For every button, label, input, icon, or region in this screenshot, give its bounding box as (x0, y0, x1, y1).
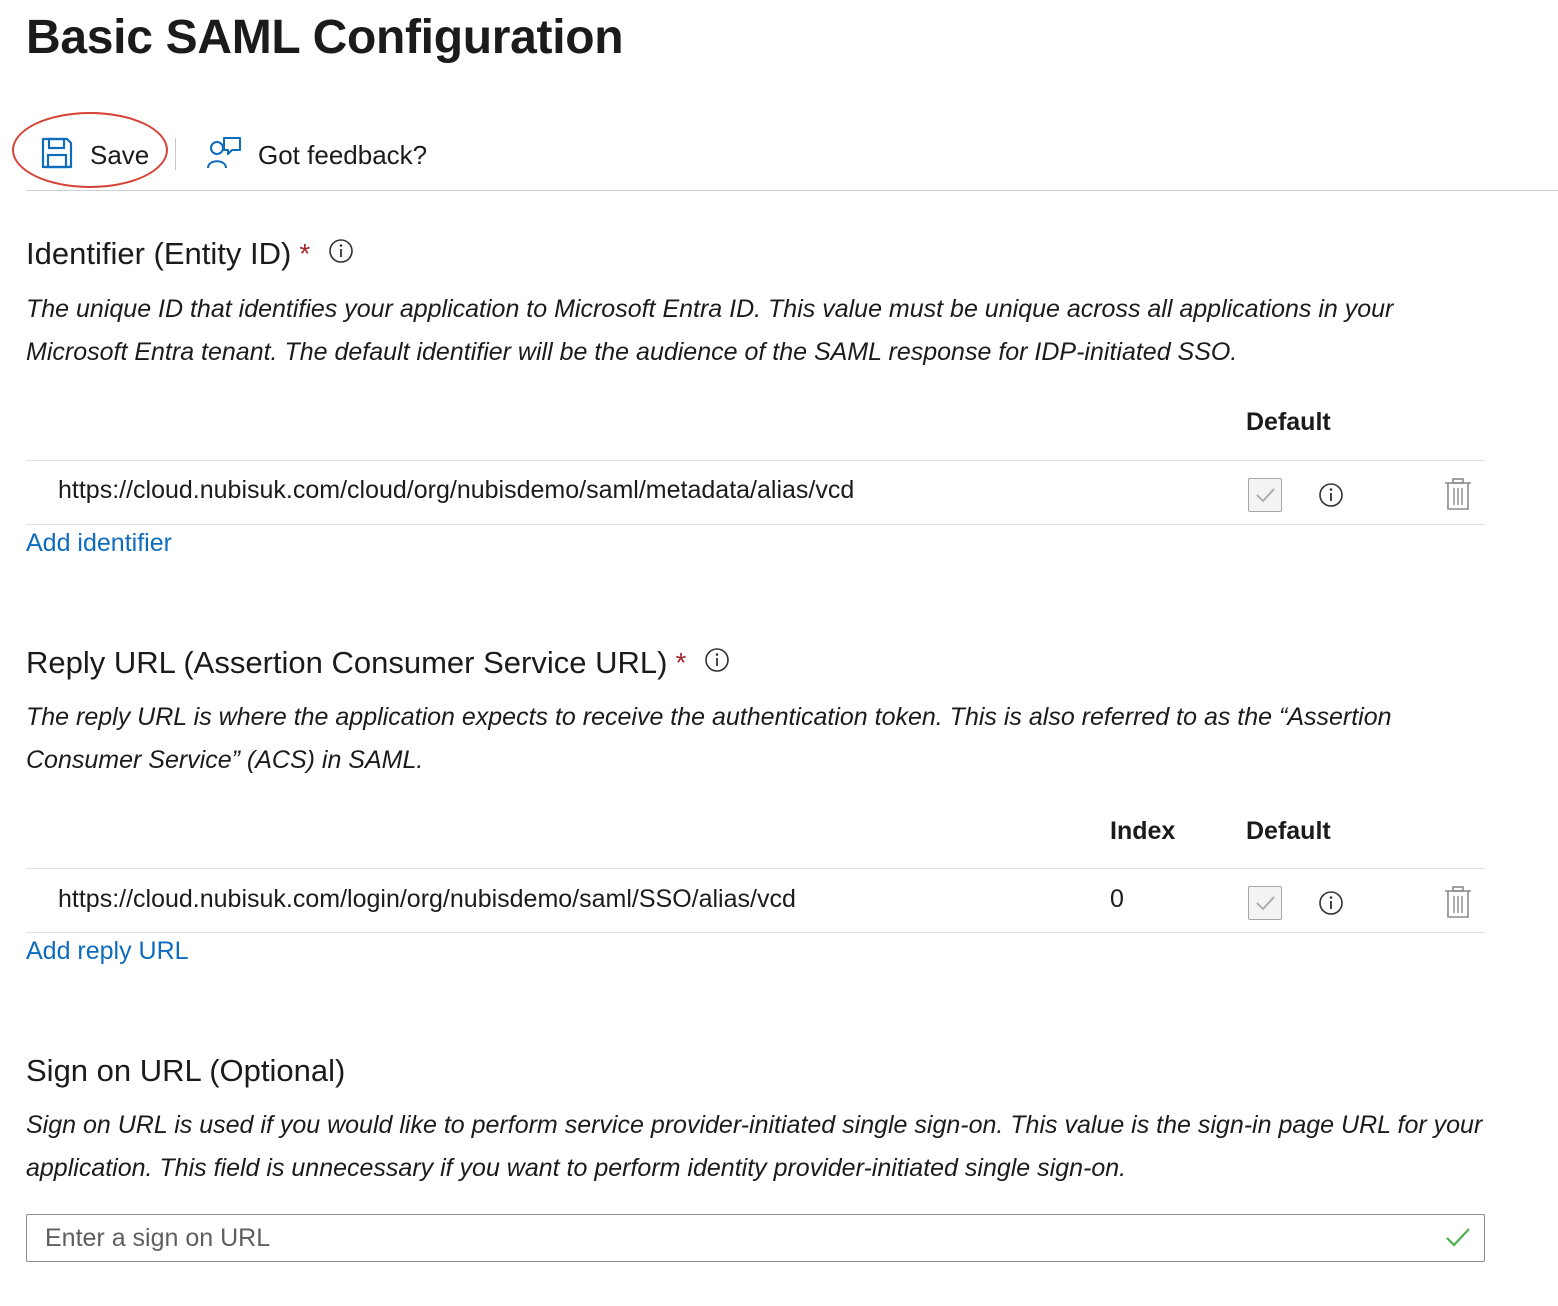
identifier-heading-text: Identifier (Entity ID) (26, 236, 292, 271)
info-icon[interactable] (1318, 890, 1344, 921)
save-button-label: Save (90, 139, 150, 170)
feedback-button[interactable] (206, 133, 427, 177)
required-marker: * (299, 238, 311, 269)
page-title: Basic SAML Configuration (26, 11, 624, 64)
save-icon (40, 136, 74, 175)
reply-url-index-column-header: Index (1110, 817, 1176, 845)
toolbar-separator (175, 138, 176, 170)
feedback-icon (206, 135, 242, 176)
identifier-default-checkbox[interactable] (1248, 478, 1282, 512)
add-identifier-link[interactable]: Add identifier (26, 529, 172, 557)
add-reply-url-link[interactable]: Add reply URL (26, 937, 189, 965)
sign-on-url-heading (26, 1053, 345, 1089)
row-divider (26, 524, 1485, 525)
trash-icon[interactable] (1443, 885, 1473, 924)
row-divider (26, 460, 1485, 461)
row-divider (26, 932, 1485, 933)
sign-on-url-field[interactable] (26, 1214, 1485, 1262)
reply-url-default-column-header: Default (1246, 817, 1331, 845)
validation-check-icon (1444, 1225, 1472, 1256)
reply-url-heading (26, 645, 730, 681)
identifier-description: The unique ID that identifies your application to Microsoft Entra ID. This value must be unique across all applications in your Microsoft Entra tenant. The default identifier will be the audience of the SAML response for IDP-initiated SSO. (26, 295, 1394, 366)
reply-url-value[interactable]: https://cloud.nubisuk.com/login/org/nubisdemo/saml/SSO/alias/vcd (58, 885, 796, 913)
reply-url-index[interactable]: 0 (1110, 885, 1124, 913)
info-icon[interactable] (704, 645, 730, 681)
identifier-value[interactable]: https://cloud.nubisuk.com/cloud/org/nubisdemo/saml/metadata/alias/vcd (58, 476, 855, 504)
toolbar-divider (26, 190, 1558, 191)
identifier-heading (26, 236, 354, 272)
save-button[interactable] (40, 133, 149, 177)
feedback-button-label: Got feedback? (258, 139, 428, 170)
identifier-default-column-header: Default (1246, 408, 1331, 436)
trash-icon[interactable] (1443, 477, 1473, 516)
reply-url-heading-text: Reply URL (Assertion Consumer Service URL) (26, 645, 668, 680)
info-icon[interactable] (1318, 482, 1344, 513)
sign-on-url-description: Sign on URL is used if you would like to perform service provider-initiated single sign-on. This value is the sign-in page URL for your application. This field is unnecessary if you want to perform identity provider-initiated single sign-on. (26, 1111, 1483, 1182)
sign-on-url-input[interactable] (43, 1215, 1407, 1261)
info-icon[interactable] (328, 236, 354, 272)
sign-on-url-heading-text: Sign on URL (Optional) (26, 1053, 346, 1088)
reply-url-default-checkbox[interactable] (1248, 886, 1282, 920)
required-marker: * (675, 647, 687, 678)
reply-url-description: The reply URL is where the application expects to receive the authentication token. This is also referred to as the “Assertion Consumer Service” (ACS) in SAML. (26, 703, 1392, 774)
row-divider (26, 868, 1485, 869)
